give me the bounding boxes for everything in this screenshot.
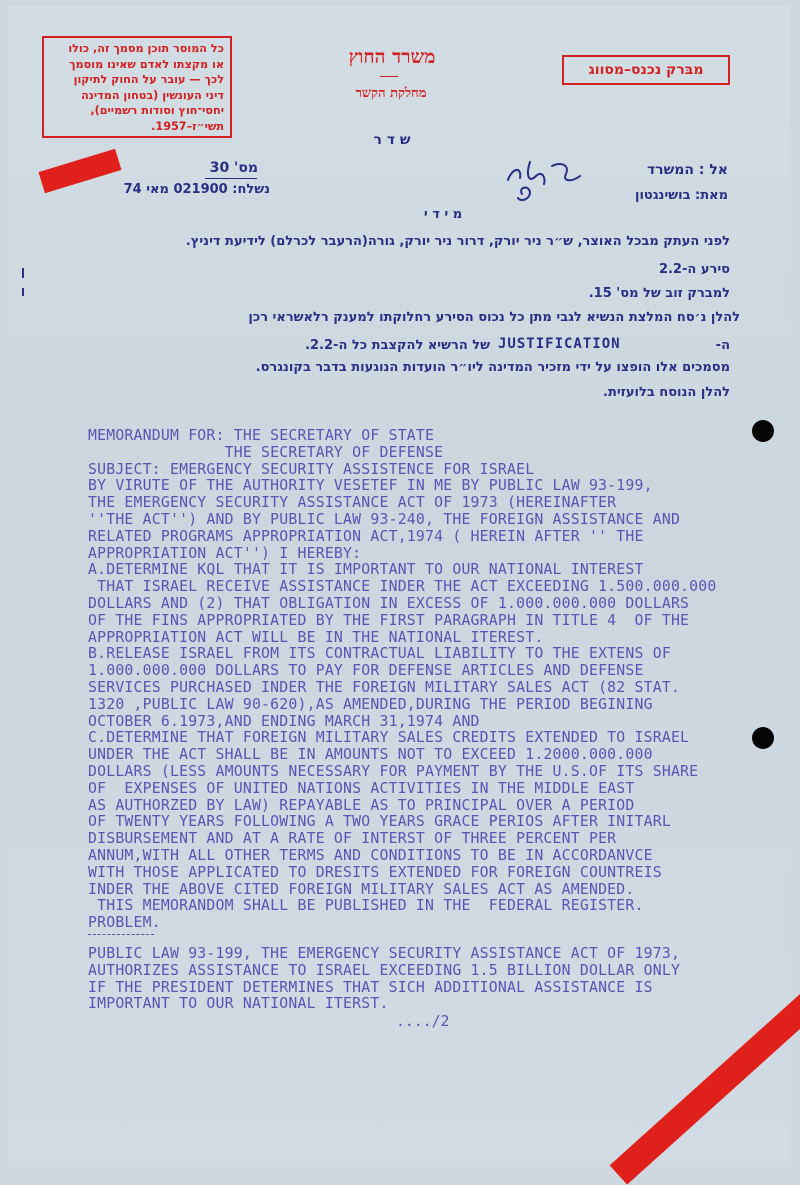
memo-line: BY VIRUTE OF THE AUTHORITY VESETEF IN ME BY PUBLIC LAW 93-199,	[88, 477, 653, 495]
hebrew-line-prefix: ה-	[715, 338, 730, 353]
memo-line: THE SECRETARY OF DEFENSE	[88, 443, 444, 461]
problem-underline	[88, 934, 154, 936]
memo-line: DISBURSEMENT AND AT A RATE OF INTERST OF THREE PERCENT PER	[88, 830, 617, 848]
problem-section	[88, 946, 778, 1013]
memo-line: C.DETERMINE THAT FOREIGN MILITARY SALES CREDITS EXTENDED TO ISRAEL	[88, 729, 690, 747]
memo-line: OCTOBER 6.1973,AND ENDING MARCH 31,1974 AND	[88, 712, 480, 730]
memo-line: ''THE ACT'') AND BY PUBLIC LAW 93-240, THE FOREIGN ASSISTANCE AND	[88, 510, 681, 528]
margin-mark	[22, 268, 24, 278]
memo-line: DOLLARS AND (2) THAT OBLIGATION IN EXCESS OF 1.000.000.000 DOLLARS	[88, 594, 690, 612]
problem-line: AUTHORIZES ASSISTANCE TO ISRAEL EXCEEDING 1.5 BILLION DOLLAR ONLY	[88, 961, 681, 979]
memo-line: OF EXPENSES OF UNITED NATIONS ACTIVITIES IN THE MIDDLE EAST	[88, 779, 635, 797]
hebrew-line-english-follows: להלן הנוסח בלועזית.	[603, 385, 730, 400]
department-title: מחלקת הקשר	[355, 86, 427, 101]
hebrew-line-distributed: מסמכים אלו הופצו על ידי מזכיר המדינה ליו״ר הועדות הנוגעות בדבר בקונגרס.	[255, 360, 730, 375]
memo-line: UNDER THE ACT SHALL BE IN AMOUNTS NOT TO EXCEED 1.2000.000.000	[88, 746, 653, 764]
legal-notice-line: או מקצתו לאדם שאינו מוסמך	[69, 57, 224, 71]
page-continuation: ..../2	[396, 1013, 450, 1030]
memo-line: THIS MEMORANDOM SHALL BE PUBLISHED IN THE FEDERAL REGISTER.	[88, 897, 644, 915]
memo-line: PROBLEM.	[88, 914, 161, 932]
legal-notice-line: תשי״ז–1957.	[151, 119, 224, 133]
hebrew-line-president: של הרשיא להקצבת כל ה-2.2.	[305, 338, 490, 353]
problem-line: IF THE PRESIDENT DETERMINES THAT SICH ADDITIONAL ASSISTANCE IS	[88, 978, 653, 996]
memorandum-body	[88, 428, 778, 932]
memo-line: AS AUTHORZED BY LAW) REPAYABLE AS TO PRINCIPAL OVER A PERIOD	[88, 796, 635, 814]
legal-notice-line: לכך — עובר על החוק לתיקון	[73, 73, 224, 86]
from-line: מאת: בושינגטון	[634, 188, 728, 203]
memo-line: WITH THOSE APPLICATED TO DRESITS EXTENDED FOR FOREIGN COUNTREIS	[88, 863, 662, 881]
memo-line: SUBJECT: EMERGENCY SECURITY ASSISTENCE FOR ISRAEL	[88, 460, 535, 478]
memo-line: APPROPRIATION ACT WILL BE IN THE NATIONAL ITEREST.	[88, 628, 544, 646]
memo-line: 1.000.000.000 DOLLARS TO PAY FOR DEFENSE ARTICLES AND DEFENSE	[88, 662, 644, 680]
memo-line: 1320 ,PUBLIC LAW 90-620),AS AMENDED,DURING THE PERIOD BEGINING	[88, 695, 653, 713]
memo-line: SERVICES PURCHASED INDER THE FOREIGN MILITARY SALES ACT (82 STAT.	[88, 678, 681, 696]
number-underline	[205, 178, 257, 179]
message-number: מס' 30	[209, 160, 258, 176]
memo-line: ANNUM,WITH ALL OTHER TERMS AND CONDITIONS TO BE IN ACCORDANVCE	[88, 846, 653, 864]
problem-line: PUBLIC LAW 93-199, THE EMERGENCY SECURITY ASSISTANCE ACT OF 1973,	[88, 945, 681, 962]
classification-word: מ י ד י	[423, 207, 463, 222]
header-dash	[380, 76, 398, 77]
handwritten-annotation-icon	[500, 148, 590, 208]
to-line: אל : המשרד	[646, 162, 728, 178]
memo-line: B.RELEASE ISRAEL FROM ITS CONTRACTUAL LIABILITY TO THE EXTENS OF	[88, 645, 671, 663]
memo-line: A.DETERMINE KQL THAT IT IS IMPORTANT TO OUR NATIONAL INTEREST	[88, 561, 644, 579]
legal-notice-line: דיני העונשין (בטחון המדינה	[81, 88, 224, 102]
memo-line: OF THE FINS APPROPRIATED BY THE FIRST PARAGRAPH IN TITLE 4 OF THE	[88, 611, 690, 629]
hebrew-line-reference: למברק זוב של מס' 15.	[588, 286, 730, 301]
memo-line: OF TWENTY YEARS FOLLOWING A TWO YEARS GRACE PERIOS AFTER INITARL	[88, 813, 671, 831]
classification-stamp: מבּרק נכנס–מסווג	[562, 55, 730, 85]
margin-mark	[22, 288, 24, 296]
memo-line: MEMORANDUM FOR: THE SECRETARY OF STATE	[88, 427, 435, 444]
hebrew-line-aid: סירע ה-2.2	[658, 262, 730, 277]
hebrew-line-distribution: לפני העתק מבכל האוצר, ש״ר ניר יורק, דרור ניר יורק, גורה(הרעבר לכרלם) לידיעת דיניץ.	[185, 234, 730, 249]
memo-line: THAT ISRAEL RECEIVE ASSISTANCE INDER THE ACT EXCEEDING 1.500.000.000	[88, 578, 717, 596]
cable-type: ש ד ר	[373, 132, 411, 148]
memo-line: RELATED PROGRAMS APPROPRIATION ACT,1974 ( HEREIN AFTER '' THE	[88, 527, 644, 545]
hebrew-line-justification: JUSTIFICATION	[498, 336, 621, 352]
sent-time: נשלח: 021900 מאי 74	[123, 182, 270, 197]
ministry-title: משרד החוץ	[348, 46, 436, 68]
legal-notice-line: כל המוסר תוכן מסמך זה, כולו	[68, 42, 224, 55]
memo-line: THE EMERGENCY SECURITY ASSISTANCE ACT OF 1973 (HEREINAFTER	[88, 494, 617, 512]
memo-line: DOLLARS (LESS AMOUNTS NECESSARY FOR PAYMENT BY THE U.S.OF ITS SHARE	[88, 762, 699, 780]
legal-notice-line: יחסי־חוץ וסודות רשמיים),	[90, 104, 224, 117]
problem-line: IMPORTANT TO OUR NATIONAL ITERST.	[88, 995, 389, 1013]
hebrew-line-recommendation: להלן נ׳סח המלצת הנשיא לגבי מתן כל נכוס הסירע רחלוקתו למענק רלאשראי רכן	[248, 310, 740, 325]
legal-notice-box	[42, 36, 232, 138]
memo-line: APPROPRIATION ACT'') I HEREBY:	[88, 544, 362, 562]
memo-line: INDER THE ABOVE CITED FOREIGN MILITARY SALES ACT AS AMENDED.	[88, 880, 635, 898]
